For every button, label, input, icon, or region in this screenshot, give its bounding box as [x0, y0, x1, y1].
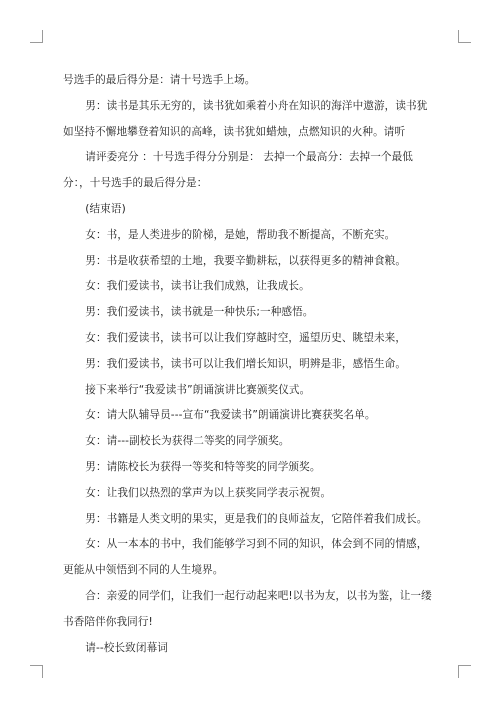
paragraph-4: (结束语): [85, 202, 126, 215]
paragraph-10: 男：我们爱读书，读书可以让我们增长知识，明辨是非，感悟生命。: [85, 357, 407, 370]
paragraph-12: 女：请大队辅导员---宣布“我爱读书”朗诵演讲比赛获奖名单。: [85, 409, 376, 422]
paragraph-5: 女：书，是人类进步的阶梯，是她，帮助我不断提高，不断充实。: [85, 228, 396, 241]
paragraph-16: 男：书籍是人类文明的果实，更是我们的良师益友，它陪伴着我们成长。: [85, 512, 428, 525]
paragraph-19: 请--校长致闭幕词: [85, 641, 168, 654]
paragraph-3: 请评委亮分 ：十号选手得分分别是： 去掉一个最高分：去掉一个最低分：，十号选手的最后得分是：: [63, 151, 413, 190]
paragraph-1: 号选手的最后得分是：请十号选手上场。: [63, 74, 256, 86]
paragraph-15: 女：让我们以热烈的掌声为以上获奖同学表示祝贺。: [85, 486, 332, 499]
paragraph-11: 接下来举行“我爱读书”朗诵演讲比赛颁奖仪式。: [85, 383, 311, 396]
paragraph-7: 女：我们爱读书，读书让我们成熟，让我成长。: [85, 280, 310, 293]
paragraph-17: 女：从一本本的书中，我们能够学习到不同的知识，体会到不同的情感，更能从中领悟到不同的人生境界。: [63, 538, 428, 577]
paragraph-2: 男：读书是其乐无穷的，读书犹如乘着小舟在知识的海洋中遨游，读书犹如坚持不懈地攀登着知识的高峰，读书犹如蜡烛，点燃知识的火种。请听: [63, 99, 428, 138]
paragraph-9: 女：我们爱读书，读书可以让我们穿越时空，遥望历史、眺望未来，: [85, 331, 407, 344]
crop-mark-top-left: [30, 30, 43, 43]
crop-mark-bottom-right: [458, 665, 471, 678]
paragraph-14: 男：请陈校长为获得一等奖和特等奖的同学颁奖。: [85, 460, 321, 473]
paragraph-13: 女：请---副校长为获得二等奖的同学颁奖。: [85, 435, 290, 448]
crop-mark-bottom-left: [30, 665, 43, 678]
document-body: [63, 68, 437, 661]
crop-mark-top-right: [458, 30, 471, 43]
paragraph-8: 男：我们爱读书，读书就是一种快乐;一种感悟。: [85, 306, 314, 319]
paragraph-6: 男：书是收获希望的土地，我要辛勤耕耘，以获得更多的精神食粮。: [85, 254, 407, 267]
paragraph-18: 合：亲爱的同学们，让我们一起行动起来吧!以书为友，以书为鉴，让一缕书香陪伴你我同行!: [63, 589, 432, 628]
